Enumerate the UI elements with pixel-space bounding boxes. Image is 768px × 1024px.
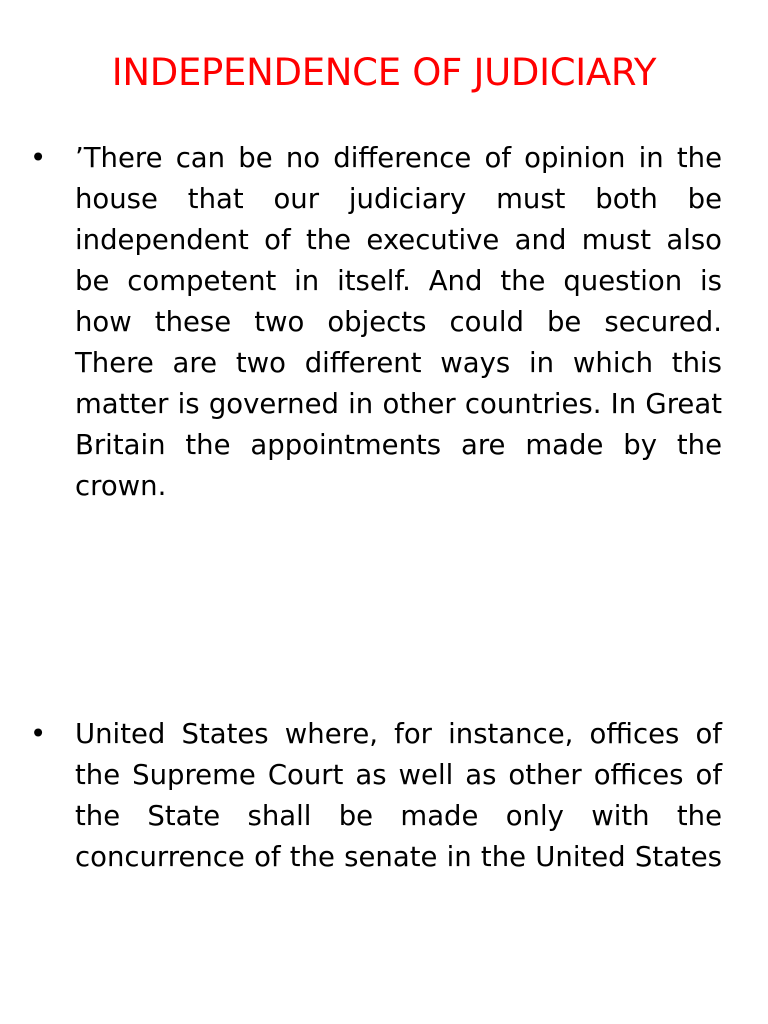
text-line: matter is governed in other countries. In Great: [75, 388, 722, 420]
text-line: the State shall be made only with the: [75, 800, 722, 832]
text-line: the Supreme Court as well as other offices of: [75, 759, 722, 791]
text-line: house that our judiciary must both be: [75, 183, 722, 215]
text-line: independent of the executive and must also: [75, 224, 722, 256]
text-line: ’There can be no difference of opinion in the: [75, 142, 722, 174]
text-line: crown.: [75, 470, 167, 502]
bullet-text: [75, 138, 722, 507]
text-line: be competent in itself. And the question is: [75, 265, 722, 297]
bullet-icon: •: [30, 718, 47, 750]
text-line: concurrence of the senate in the United States: [75, 841, 722, 873]
bullet-text: [75, 714, 722, 878]
text-line: Britain the appointments are made by the: [75, 429, 722, 461]
text-line: There are two different ways in which this: [75, 347, 722, 379]
slide-title: INDEPENDENCE OF JUDICIARY: [111, 51, 657, 94]
text-line: how these two objects could be secured.: [75, 306, 722, 338]
bullet-point-2: [30, 714, 722, 878]
bullet-icon: •: [30, 142, 47, 174]
text-line: United States where, for instance, offices of: [75, 718, 722, 750]
bullet-point-1: [30, 138, 722, 507]
